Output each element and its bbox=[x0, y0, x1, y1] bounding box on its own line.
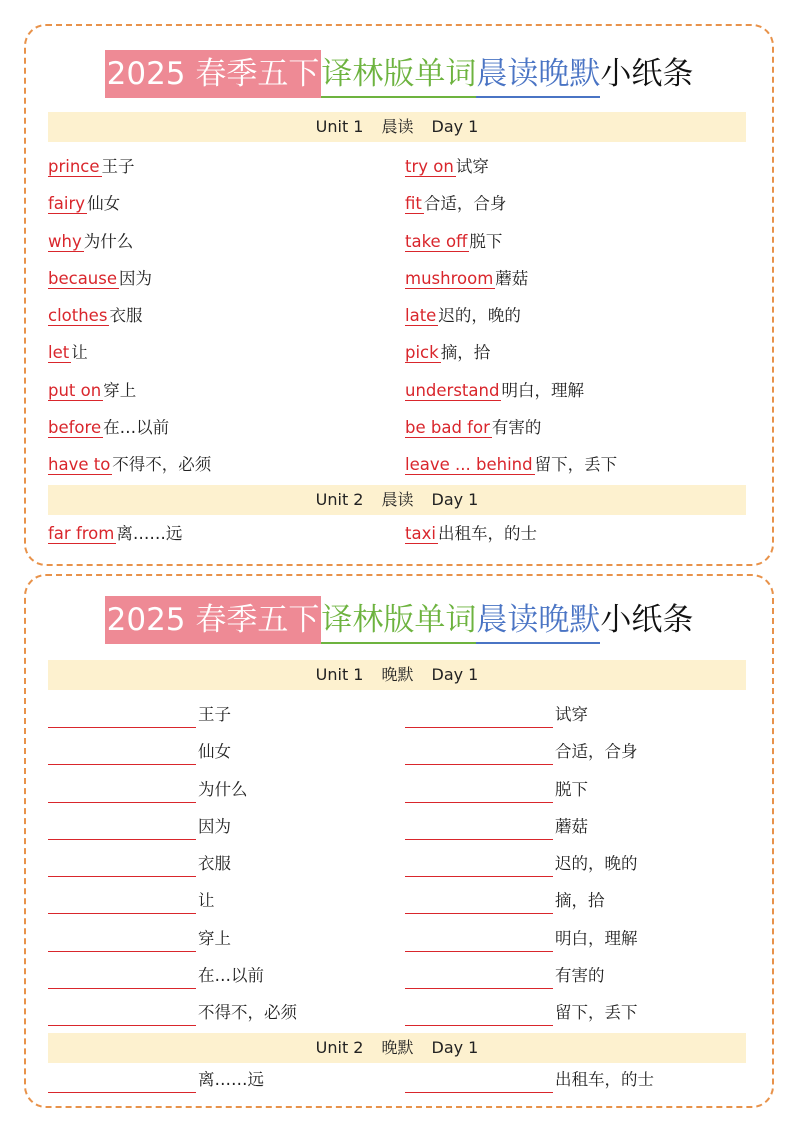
card-title bbox=[26, 598, 772, 644]
word-row bbox=[405, 378, 735, 415]
word-row bbox=[405, 521, 735, 558]
mode-label: 晚默 bbox=[381, 665, 414, 684]
chinese-meaning: 为什么 bbox=[83, 231, 134, 251]
answer-blank[interactable] bbox=[405, 1072, 553, 1093]
chinese-meaning: 衣服 bbox=[198, 854, 231, 874]
english-word: be bad for bbox=[405, 418, 490, 438]
day-label: Day 1 bbox=[431, 1038, 479, 1057]
chinese-meaning: 因为 bbox=[119, 268, 153, 288]
answer-blank[interactable] bbox=[405, 931, 553, 952]
dictation-list-right bbox=[405, 1067, 735, 1104]
chinese-meaning: 因为 bbox=[198, 816, 231, 836]
word-row bbox=[48, 229, 378, 266]
chinese-meaning: 不得不，必须 bbox=[198, 1003, 297, 1023]
day-label: Day 1 bbox=[431, 665, 479, 684]
evening-dictation-card bbox=[24, 574, 774, 1108]
word-row bbox=[405, 229, 735, 266]
dictation-row bbox=[405, 926, 735, 963]
chinese-meaning: 明白，理解 bbox=[501, 380, 584, 400]
dictation-row bbox=[48, 1067, 378, 1104]
word-list-left bbox=[48, 521, 378, 558]
word-row bbox=[48, 303, 378, 340]
chinese-meaning: 脱下 bbox=[469, 231, 503, 251]
answer-blank[interactable] bbox=[48, 1072, 196, 1093]
dictation-row bbox=[48, 739, 378, 776]
unit-header bbox=[48, 112, 746, 142]
dictation-row bbox=[48, 777, 378, 814]
english-word: leave ... behind bbox=[405, 455, 533, 475]
answer-blank[interactable] bbox=[48, 819, 196, 840]
dictation-row bbox=[48, 702, 378, 739]
chinese-meaning: 蘑菇 bbox=[555, 816, 588, 836]
chinese-meaning: 在…以前 bbox=[198, 966, 264, 986]
dictation-row bbox=[405, 814, 735, 851]
english-word: fit bbox=[405, 194, 422, 214]
answer-blank[interactable] bbox=[48, 893, 196, 914]
day-label: Day 1 bbox=[431, 117, 479, 136]
answer-blank[interactable] bbox=[405, 1005, 553, 1026]
answer-blank[interactable] bbox=[48, 744, 196, 765]
dictation-row bbox=[405, 702, 735, 739]
chinese-meaning: 摘，拾 bbox=[440, 343, 491, 363]
english-word: why bbox=[48, 231, 82, 251]
answer-blank[interactable] bbox=[405, 893, 553, 914]
chinese-meaning: 合适，合身 bbox=[423, 194, 507, 214]
answer-blank[interactable] bbox=[405, 707, 553, 728]
dictation-row bbox=[405, 851, 735, 888]
answer-blank[interactable] bbox=[48, 782, 196, 803]
word-row bbox=[48, 521, 378, 558]
answer-blank[interactable] bbox=[405, 856, 553, 877]
english-word: understand bbox=[405, 380, 500, 400]
answer-blank[interactable] bbox=[48, 968, 196, 989]
chinese-meaning: 摘，拾 bbox=[555, 891, 605, 911]
chinese-meaning: 有害的 bbox=[491, 418, 542, 438]
chinese-meaning: 离……远 bbox=[198, 1070, 264, 1089]
title-year-grade: 2025 春季五下 bbox=[105, 596, 322, 644]
chinese-meaning: 有害的 bbox=[555, 966, 605, 986]
dictation-row bbox=[405, 1067, 735, 1104]
chinese-meaning: 出租车，的士 bbox=[437, 524, 537, 543]
english-word: late bbox=[405, 306, 437, 326]
word-list-right bbox=[405, 154, 735, 490]
title-textbook: 译林版单词 bbox=[321, 52, 476, 98]
word-row bbox=[48, 191, 378, 228]
answer-blank[interactable] bbox=[405, 819, 553, 840]
unit-header bbox=[48, 485, 746, 515]
english-word: put on bbox=[48, 380, 102, 400]
title-textbook: 译林版单词 bbox=[321, 598, 476, 644]
chinese-meaning: 离……远 bbox=[116, 524, 183, 543]
word-row bbox=[405, 303, 735, 340]
word-row bbox=[48, 340, 378, 377]
english-word: take off bbox=[405, 231, 468, 251]
title-note: 小纸条 bbox=[600, 56, 694, 92]
dictation-list-right bbox=[405, 702, 735, 1038]
english-word: pick bbox=[405, 343, 439, 363]
chinese-meaning: 在…以前 bbox=[103, 418, 170, 438]
answer-blank[interactable] bbox=[48, 931, 196, 952]
chinese-meaning: 穿上 bbox=[198, 928, 231, 948]
word-row bbox=[48, 415, 378, 452]
chinese-meaning: 迟的，晚的 bbox=[438, 306, 521, 326]
english-word: prince bbox=[48, 157, 100, 176]
chinese-meaning: 明白，理解 bbox=[555, 928, 638, 948]
mode-label: 晚默 bbox=[381, 1038, 414, 1057]
unit-label: Unit 2 bbox=[315, 490, 364, 509]
answer-blank[interactable] bbox=[405, 782, 553, 803]
card-title bbox=[26, 52, 772, 98]
chinese-meaning: 仙女 bbox=[87, 194, 121, 214]
chinese-meaning: 穿上 bbox=[103, 380, 137, 400]
english-word: far from bbox=[48, 524, 115, 543]
dictation-row bbox=[405, 888, 735, 925]
answer-blank[interactable] bbox=[48, 856, 196, 877]
title-read-recite: 晨读晚默 bbox=[476, 598, 600, 644]
chinese-meaning: 留下，丢下 bbox=[555, 1003, 638, 1023]
chinese-meaning: 出租车，的士 bbox=[555, 1070, 654, 1089]
chinese-meaning: 蘑菇 bbox=[495, 268, 529, 288]
unit-label: Unit 2 bbox=[315, 1038, 364, 1057]
chinese-meaning: 脱下 bbox=[555, 779, 588, 799]
dictation-row bbox=[405, 739, 735, 776]
chinese-meaning: 王子 bbox=[101, 157, 135, 176]
english-word: fairy bbox=[48, 194, 86, 214]
answer-blank[interactable] bbox=[48, 707, 196, 728]
dictation-row bbox=[48, 963, 378, 1000]
dictation-row bbox=[405, 963, 735, 1000]
dictation-list-left bbox=[48, 1067, 378, 1104]
word-row bbox=[405, 266, 735, 303]
chinese-meaning: 迟的，晚的 bbox=[555, 854, 638, 874]
unit-header bbox=[48, 1033, 746, 1063]
chinese-meaning: 留下，丢下 bbox=[534, 455, 618, 475]
chinese-meaning: 衣服 bbox=[109, 306, 143, 326]
english-word: try on bbox=[405, 157, 454, 176]
dictation-row bbox=[48, 926, 378, 963]
word-list-left bbox=[48, 154, 378, 490]
chinese-meaning: 试穿 bbox=[455, 157, 489, 176]
english-word: have to bbox=[48, 455, 111, 475]
dictation-row bbox=[48, 888, 378, 925]
word-row bbox=[48, 154, 378, 191]
morning-reading-card bbox=[24, 24, 774, 566]
mode-label: 晨读 bbox=[381, 117, 414, 136]
title-read-recite: 晨读晚默 bbox=[476, 52, 600, 98]
chinese-meaning: 让 bbox=[198, 891, 215, 911]
chinese-meaning: 试穿 bbox=[555, 705, 588, 724]
answer-blank[interactable] bbox=[48, 1005, 196, 1026]
english-word: taxi bbox=[405, 524, 436, 543]
word-row bbox=[405, 154, 735, 191]
word-row bbox=[405, 191, 735, 228]
day-label: Day 1 bbox=[431, 490, 479, 509]
word-row bbox=[48, 266, 378, 303]
english-word: clothes bbox=[48, 306, 108, 326]
answer-blank[interactable] bbox=[405, 968, 553, 989]
chinese-meaning: 仙女 bbox=[198, 742, 231, 762]
dictation-row bbox=[405, 777, 735, 814]
english-word: before bbox=[48, 418, 102, 438]
unit-label: Unit 1 bbox=[315, 117, 364, 136]
chinese-meaning: 让 bbox=[71, 343, 88, 363]
english-word: because bbox=[48, 268, 118, 288]
chinese-meaning: 王子 bbox=[198, 705, 231, 724]
title-note: 小纸条 bbox=[600, 602, 694, 638]
chinese-meaning: 不得不，必须 bbox=[112, 455, 212, 475]
dictation-row bbox=[48, 814, 378, 851]
english-word: let bbox=[48, 343, 70, 363]
unit-header bbox=[48, 660, 746, 690]
mode-label: 晨读 bbox=[381, 490, 414, 509]
unit-label: Unit 1 bbox=[315, 665, 364, 684]
chinese-meaning: 为什么 bbox=[198, 779, 248, 799]
dictation-list-left bbox=[48, 702, 378, 1038]
word-row bbox=[405, 340, 735, 377]
word-list-right bbox=[405, 521, 735, 558]
word-row bbox=[405, 415, 735, 452]
title-year-grade: 2025 春季五下 bbox=[105, 50, 322, 98]
word-row bbox=[48, 378, 378, 415]
answer-blank[interactable] bbox=[405, 744, 553, 765]
chinese-meaning: 合适，合身 bbox=[555, 742, 638, 762]
dictation-row bbox=[48, 851, 378, 888]
english-word: mushroom bbox=[405, 268, 494, 288]
